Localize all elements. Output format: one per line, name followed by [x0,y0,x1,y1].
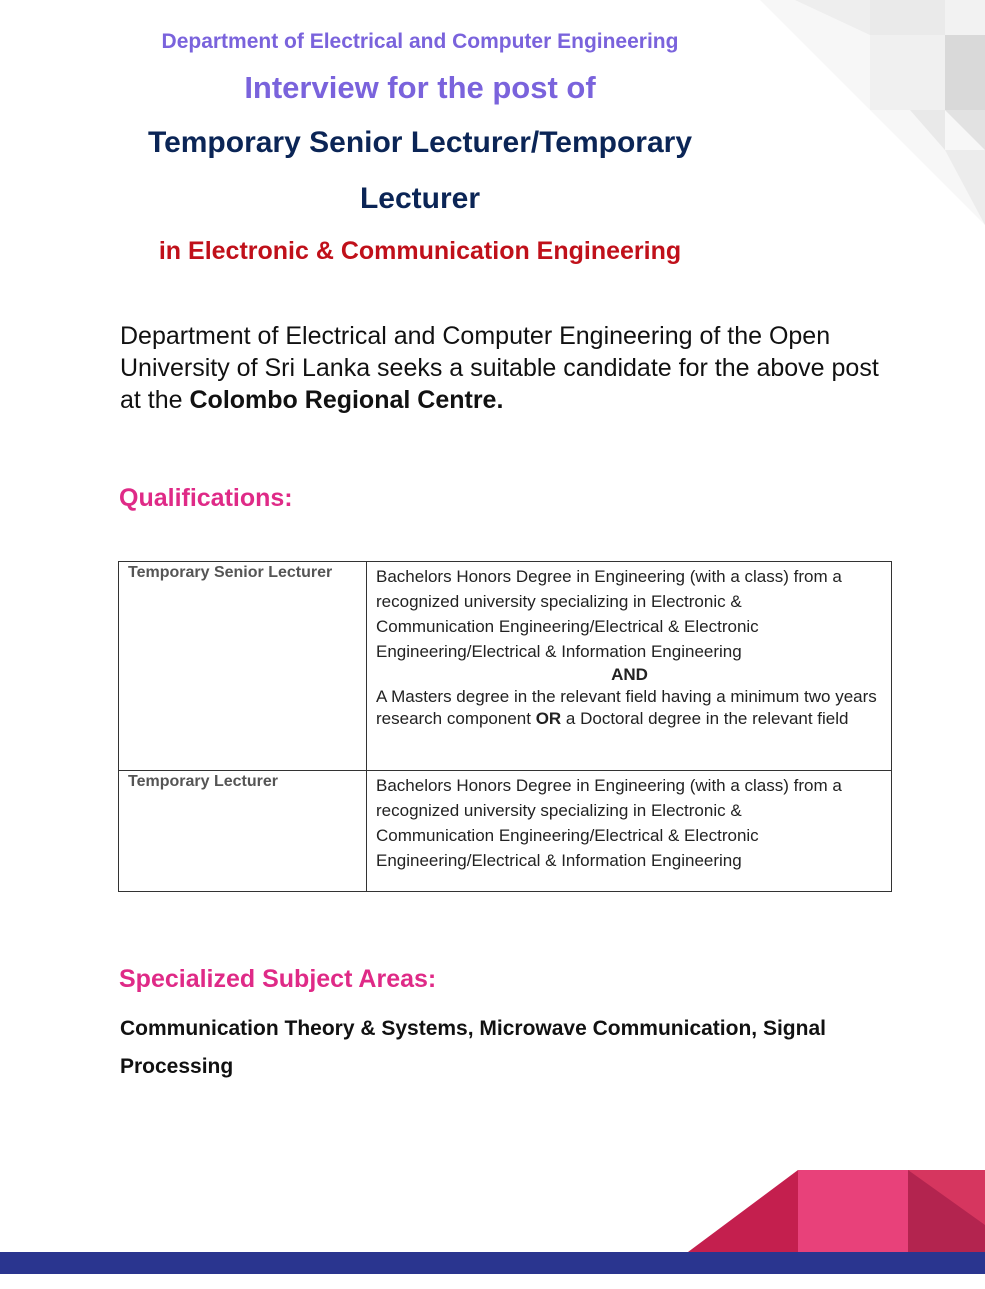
requirement-cell [367,771,892,892]
footer-bar [0,1252,985,1274]
specialized-heading: Specialized Subject Areas: [119,965,437,993]
department-title: Department of Electrical and Computer Engineering [161,30,679,53]
and-label: AND [611,665,648,684]
requirement-line: recognized university specializing in Electronic & [376,592,742,611]
post-title-line2: Lecturer [359,182,481,215]
masters-text: A Masters degree in the relevant field having a minimum two years research component [376,687,877,728]
intro-text: Department of Electrical and Computer Engineering of the Open University of Sri Lanka seeks a suitable candidate for the above post at the [120,322,879,414]
requirement-line: Communication Engineering/Electrical & Electronic [376,826,759,845]
qualifications-heading: Qualifications: [119,484,293,512]
masters-requirement [376,686,883,730]
requirement-line: recognized university specializing in Electronic & [376,801,742,820]
table-row [119,562,892,771]
intro-location: Colombo Regional Centre. [189,386,504,414]
or-label: OR [535,709,562,728]
doctoral-text: a Doctoral degree in the relevant field [561,709,849,728]
requirement-line: Communication Engineering/Electrical & Electronic [376,617,759,636]
role-cell: Temporary Senior Lecturer [119,562,367,771]
requirement-line: Engineering/Electrical & Information Engineering [376,642,742,661]
role-cell: Temporary Lecturer [119,771,367,892]
post-title-line1: Temporary Senior Lecturer/Temporary [147,126,693,159]
qualifications-table [118,561,892,892]
requirement-line: Bachelors Honors Degree in Engineering (with a class) from a [376,567,842,586]
requirement-cell [367,562,892,771]
specialized-subjects: Communication Theory & Systems, Microwave Communication, Signal Processing [120,1017,826,1078]
decorative-pink-shapes [680,1165,985,1257]
interview-title: Interview for the post of [244,70,596,105]
intro-paragraph [120,320,900,416]
field-title: in Electronic & Communication Engineering [158,237,682,265]
requirement-line: Bachelors Honors Degree in Engineering (with a class) from a [376,776,842,795]
table-row [119,771,892,892]
requirement-line: Engineering/Electrical & Information Engineering [376,851,742,870]
